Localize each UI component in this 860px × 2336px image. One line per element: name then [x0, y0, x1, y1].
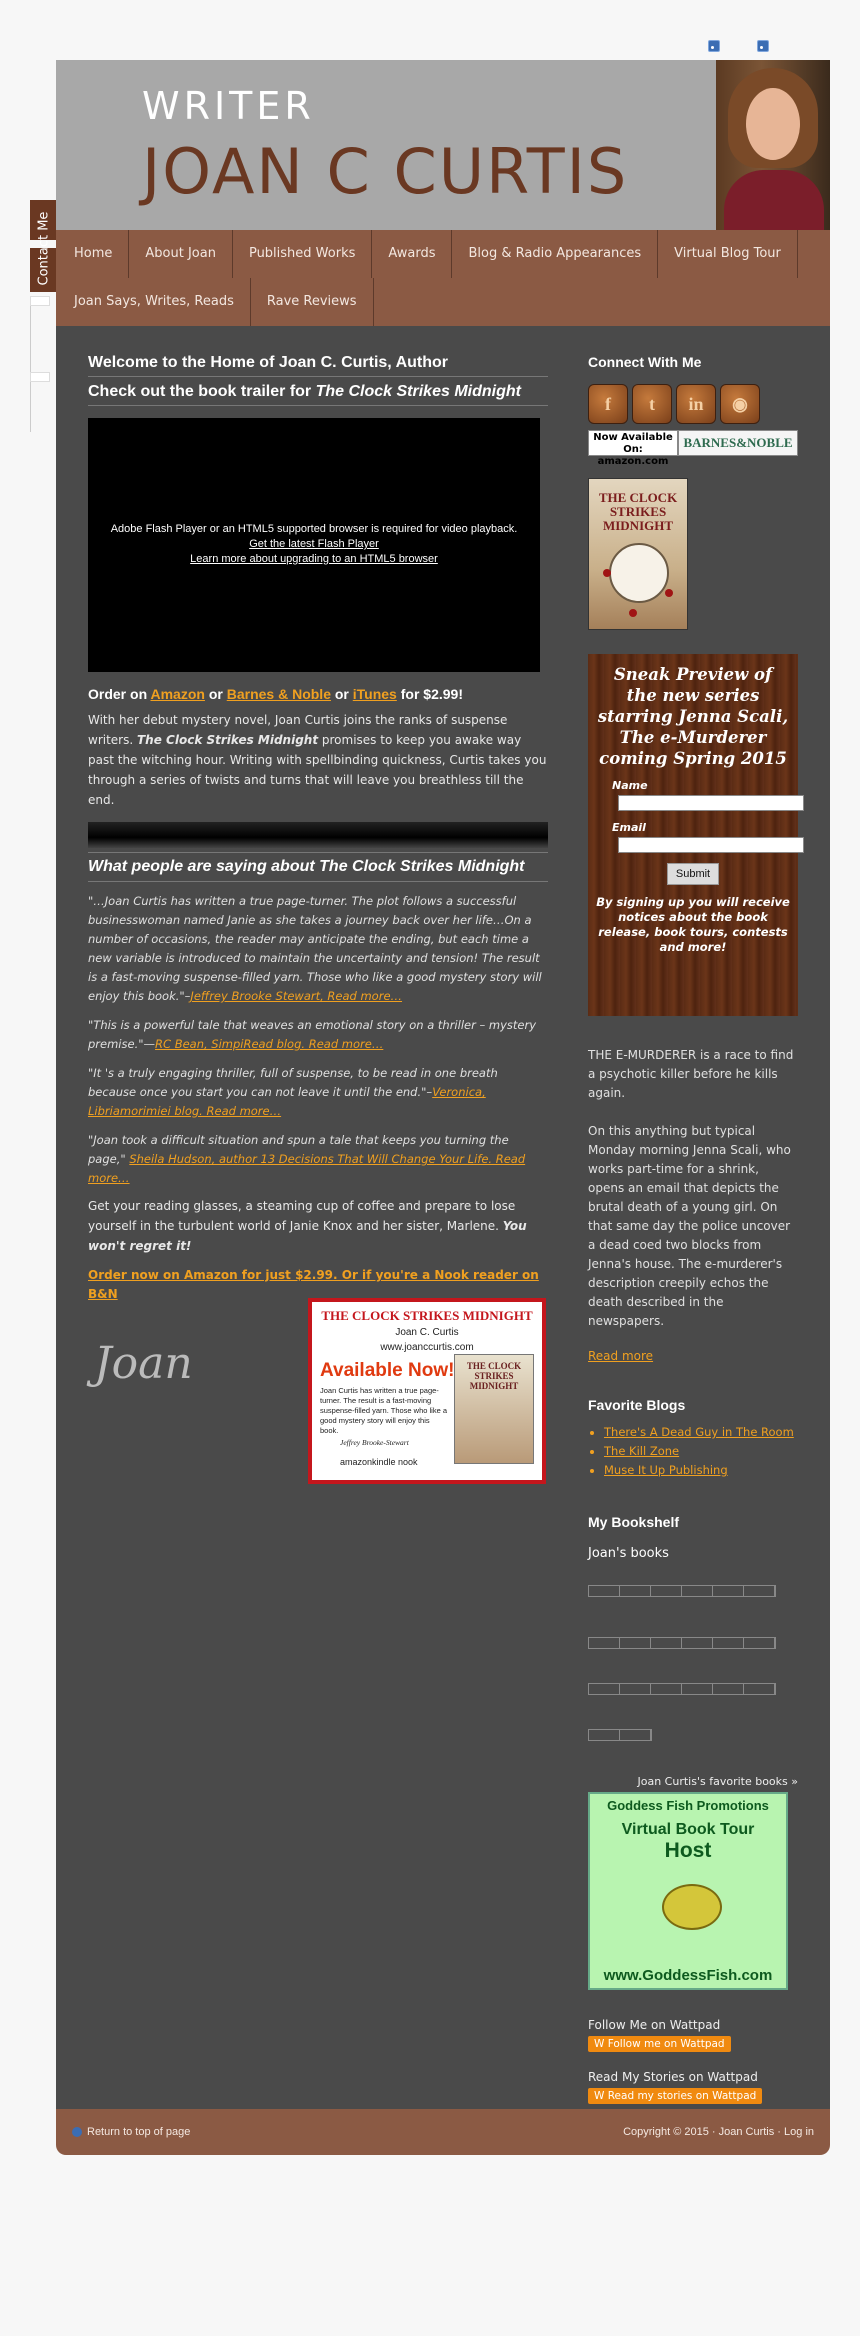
ad-stores: amazonkindle nook [340, 1457, 418, 1467]
review-quote: "…Joan Curtis has written a true page-turner. The plot follows a successful businesswoman named Janie as she takes a journey back over her life…On a number of occasions, the reader may anticipate the ending, but each time a new variable is introduced to maintain the uncertainty and tension! The result is a fast-moving suspense-filled yarn. Those who like a good mystery story will enjoy this book."–Jeffrey Brooke Stewart, Read more… [88, 894, 542, 1003]
read-more-link[interactable]: Read more [588, 1349, 654, 1363]
blog-list [588, 1423, 798, 1480]
nav-about-joan[interactable]: About Joan [129, 230, 233, 278]
book-intro: With her debut mystery novel, Joan Curtis joins the ranks of suspense writers. The Clock Strikes Midnight promises to keep you awake way past the witching hour. Writing with spellbinding quickness, Curtis takes you through a series of twists and turns that will leave you breathless till the end. [88, 713, 547, 807]
order-now-link[interactable]: Order now on Amazon for just $2.99. Or if you're a Nook reader on B&N [88, 1268, 539, 1301]
ad-blurb: Joan Curtis has written a true page-turner. The result is a fast-moving suspense-filled yarn. Those who like a good mystery story will enjoy this book. [320, 1386, 448, 1435]
review-link[interactable]: Jeffrey Brooke Stewart, Read more… [190, 989, 403, 1003]
video-message: Adobe Flash Player or an HTML5 supported browser is required for video playback. [110, 523, 518, 535]
book-cover[interactable]: THE CLOCK STRIKES MIDNIGHT [588, 478, 688, 630]
signup-heading: Sneak Preview of the new series starring Jenna Scali, The e-Murderer coming Spring 2015 [597, 665, 789, 768]
amazon-badge[interactable]: Now Available On: amazon.com [588, 430, 678, 456]
copyright: Copyright © 2015 · Joan Curtis · Log in [623, 2126, 814, 2138]
review-quote: "It 's a truly engaging thriller, full of suspense, to be read in one breath because once you start you can not leave it until the end."–Veronica, Libriamorimiei blog. Read more… [88, 1066, 498, 1118]
main-nav [56, 230, 830, 326]
joans-books-label: Joan's books [588, 1546, 669, 1561]
ad-title: THE CLOCK STRIKES MIDNIGHT [321, 1308, 533, 1323]
clock-image [609, 543, 669, 603]
name-label: Name [612, 779, 648, 792]
barnes-noble-badge[interactable]: BARNES&NOBLE [678, 430, 798, 456]
nav-blog-radio[interactable]: Blog & Radio Appearances [452, 230, 658, 278]
signature-row [88, 1308, 548, 1508]
blog-link[interactable]: • There's A Dead Guy in The Room [604, 1423, 798, 1442]
site-header [56, 60, 830, 230]
store-badges [588, 430, 798, 467]
trailer-heading: Check out the book trailer for The Clock Strikes Midnight [88, 379, 548, 406]
html5-browser-link[interactable]: Learn more about upgrading to an HTML5 browser [190, 553, 438, 565]
ad-site: www.joanccurtis.com [380, 1342, 474, 1353]
emurderer-intro: THE E-MURDERER is a race to find a psychotic killer before he kills again. [588, 1048, 794, 1100]
site-title[interactable]: JOAN C CURTIS [142, 135, 629, 208]
review-link[interactable]: RC Bean, SimpiRead blog. Read more… [155, 1037, 384, 1051]
facebook-icon[interactable]: f [588, 384, 628, 424]
connect-heading: Connect With Me [588, 354, 702, 370]
bookshelf-row[interactable] [588, 1585, 776, 1597]
signup-note: By signing up you will receive notices about the book release, book tours, contests and more! [596, 895, 790, 954]
nav-joan-says[interactable]: Joan Says, Writes, Reads [58, 278, 251, 326]
nav-rave-reviews[interactable]: Rave Reviews [251, 278, 374, 326]
email-field[interactable] [618, 837, 804, 853]
goddess-fish-badge[interactable]: Goddess Fish Promotions Virtual Book Tour Host www.GoddessFish.com [588, 1792, 788, 1990]
nav-home[interactable]: Home [58, 230, 129, 278]
site-footer [56, 2109, 830, 2155]
ad-byline: Jeffrey Brooke-Stewart [340, 1438, 409, 1447]
wattpad-read-button[interactable]: W Read my stories on Wattpad [588, 2088, 762, 2104]
ad-available: Available Now! [320, 1360, 455, 1381]
side-tab-widget[interactable] [30, 296, 50, 306]
bookshelf-row[interactable] [588, 1729, 652, 1741]
fish-icon [662, 1884, 722, 1930]
review-quote: "This is a powerful tale that weaves an emotional story on a thriller – mystery premise."—RC Bean, SimpiRead blog. Read more… [88, 1018, 537, 1051]
divider-bar [88, 822, 548, 848]
blog-link[interactable]: • The Kill Zone [604, 1442, 798, 1461]
sidebar [588, 346, 798, 2109]
bookshelf-heading: My Bookshelf [588, 1514, 680, 1530]
barnes-noble-link[interactable]: Barnes & Noble [226, 686, 331, 702]
social-icons [588, 384, 798, 424]
twitter-icon[interactable]: t [632, 384, 672, 424]
rss-icon[interactable] [708, 40, 720, 52]
main-content [88, 346, 548, 2109]
video-player[interactable] [88, 418, 540, 672]
header-writer: WRITER [142, 84, 315, 128]
author-signature: Joan [94, 1338, 193, 1389]
content-area [56, 326, 830, 2109]
flash-player-link[interactable]: Get the latest Flash Player [249, 538, 379, 550]
contact-me-label: Contact Me [36, 211, 52, 286]
itunes-link[interactable]: iTunes [352, 686, 397, 702]
author-photo [716, 60, 830, 230]
book-ad-banner[interactable] [308, 1298, 546, 1484]
order-line: Order on Amazon or Barnes & Noble or iTunes for $2.99! [88, 686, 463, 702]
signup-form [588, 654, 798, 1016]
wattpad-follow-label: Follow Me on Wattpad [588, 2018, 721, 2032]
side-rule [30, 296, 31, 432]
ad-book-cover: THE CLOCK STRIKES MIDNIGHT [454, 1354, 534, 1464]
linkedin-icon[interactable]: in [676, 384, 716, 424]
closing-paragraph: Get your reading glasses, a steaming cup of coffee and prepare to lose yourself in the turbulent world of Janie Knox and her sister, Marlene. You won't regret it! [88, 1199, 527, 1253]
nav-published-works[interactable]: Published Works [233, 230, 372, 278]
arrow-up-icon [72, 2127, 82, 2137]
bookshelf-row[interactable] [588, 1683, 776, 1695]
wattpad-follow-button[interactable]: W Follow me on Wattpad [588, 2036, 731, 2052]
rss-icon[interactable] [757, 40, 769, 52]
reviews-heading: What people are saying about The Clock Strikes Midnight [88, 852, 548, 882]
name-field[interactable] [618, 795, 804, 811]
ad-author: Joan C. Curtis [395, 1327, 459, 1338]
blog-link[interactable]: • Muse It Up Publishing [604, 1461, 798, 1480]
bookshelf-row[interactable] [588, 1637, 776, 1649]
wattpad-read-label: Read My Stories on Wattpad [588, 2070, 758, 2084]
side-tab-widget[interactable] [30, 372, 50, 382]
favorite-blogs-heading: Favorite Blogs [588, 1397, 686, 1413]
review-quote: "Joan took a difficult situation and spun a tale that keeps you turning the page," Sheila Hudson, author 13 Decisions That Will Change Your Life. Read more… [88, 1133, 526, 1185]
contact-me-tab[interactable] [30, 200, 58, 292]
emurderer-description: On this anything but typical Monday morning Jenna Scali, who works part-time for a shrink, opens an email that depicts the brutal death of a young girl. On that same day the police uncover a dead coed two blocks from Jenna's house. The e-murderer's description creepily echos the death described in the newspapers. [588, 1124, 791, 1328]
nav-awards[interactable]: Awards [372, 230, 452, 278]
review-link[interactable]: Veronica, Libriamorimiei blog. Read more… [88, 1085, 486, 1118]
rss-icon[interactable]: ◉ [720, 384, 760, 424]
nav-virtual-blog-tour[interactable]: Virtual Blog Tour [658, 230, 798, 278]
page-title: Welcome to the Home of Joan C. Curtis, Author [88, 354, 548, 377]
submit-button[interactable]: Submit [667, 863, 719, 885]
review-link[interactable]: Sheila Hudson, author 13 Decisions That Will Change Your Life. Read more… [88, 1152, 526, 1185]
return-to-top-link[interactable]: Return to top of page [72, 2126, 190, 2138]
email-label: Email [612, 821, 646, 834]
amazon-link[interactable]: Amazon [150, 686, 205, 702]
favorite-books-link[interactable]: Joan Curtis's favorite books » [637, 1775, 798, 1788]
page-wrapper [56, 60, 830, 2155]
